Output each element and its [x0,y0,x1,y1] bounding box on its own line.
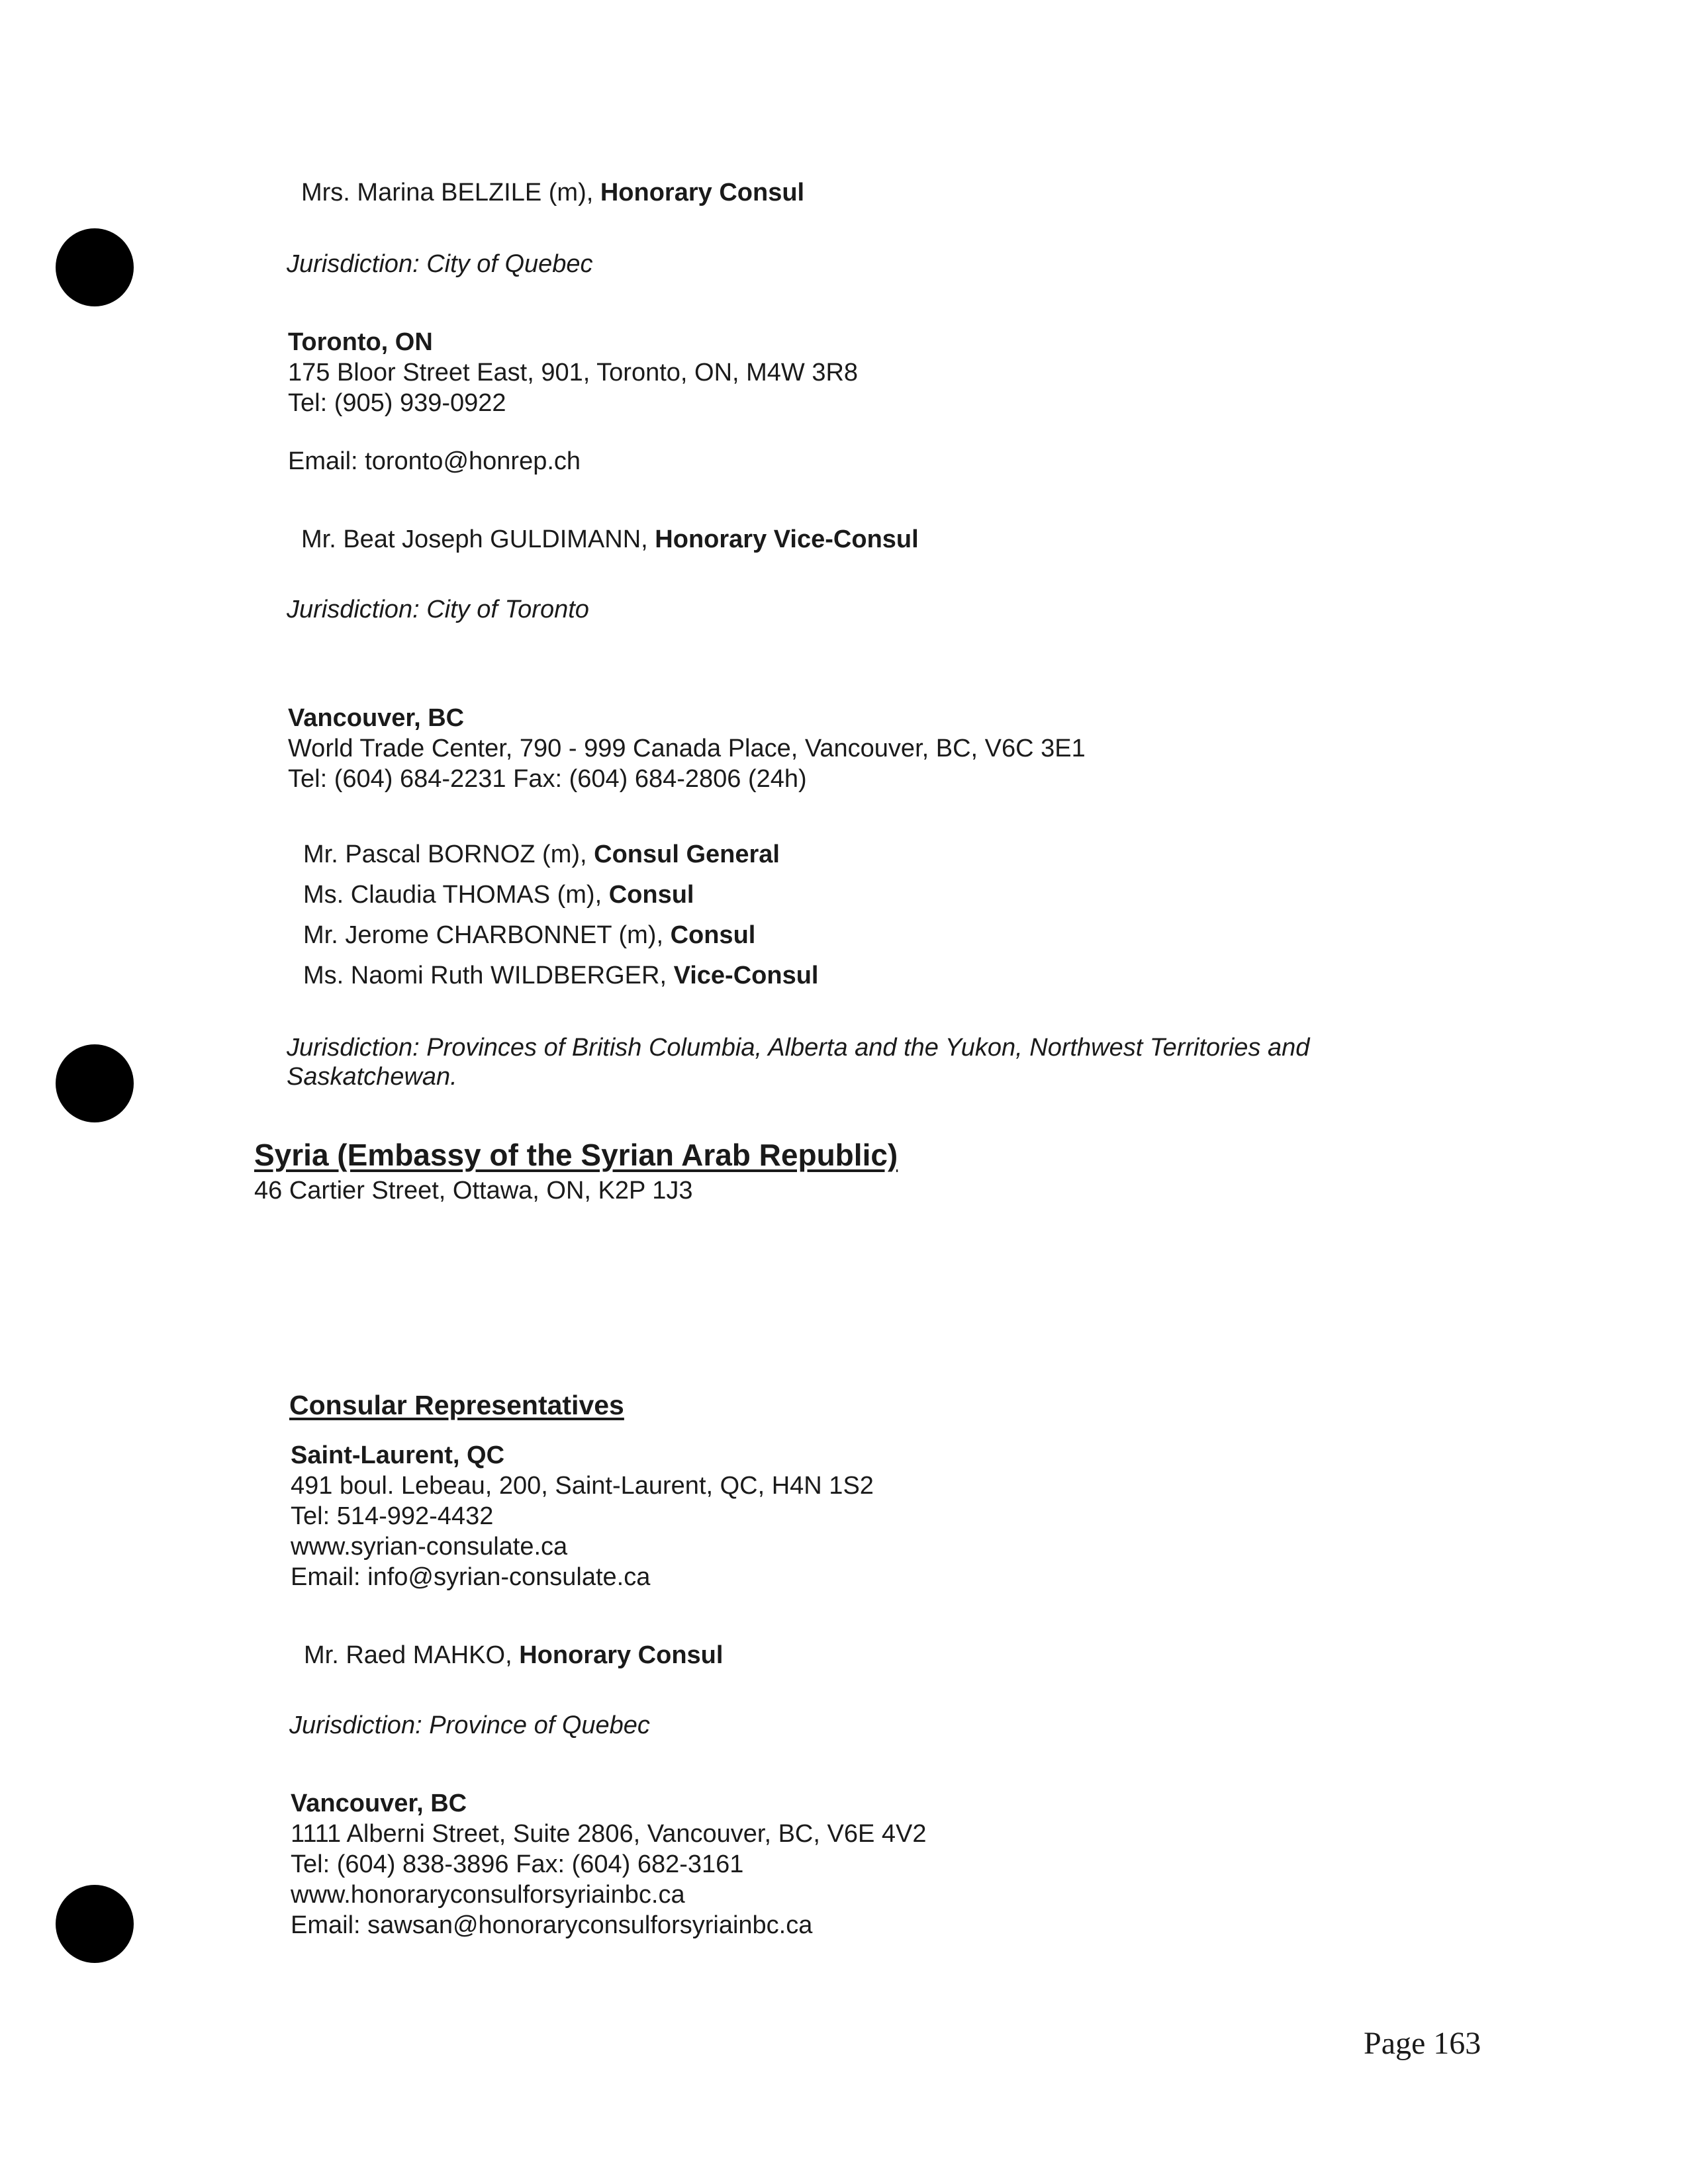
toronto-address: 175 Bloor Street East, 901, Toronto, ON, M4W 3R8 [288,359,859,387]
syria-vancouver-address: 1111 Alberni Street, Suite 2806, Vancouver, BC, V6E 4V2 [291,1820,927,1848]
rep-mahko: Mr. Raed MAHKO, Honorary Consul [304,1641,724,1669]
saint-laurent-city: Saint-Laurent, QC [291,1441,505,1469]
saint-laurent-address: 491 boul. Lebeau, 200, Saint-Laurent, QC, H4N 1S2 [291,1472,874,1500]
syria-vancouver-tel-fax: Tel: (604) 838-3896 Fax: (604) 682-3161 [291,1850,744,1878]
syria-embassy-address: 46 Cartier Street, Ottawa, ON, K2P 1J3 [254,1177,693,1205]
syria-heading: Syria (Embassy of the Syrian Arab Republic) [254,1138,898,1172]
punch-hole-bottom [56,1885,134,1963]
vancouver-city: Vancouver, BC [288,704,465,732]
toronto-city: Toronto, ON [288,328,433,356]
syria-vancouver-city: Vancouver, BC [291,1790,467,1817]
consular-representatives-heading: Consular Representatives [289,1390,624,1420]
rep-wildberger: Ms. Naomi Ruth WILDBERGER, Vice-Consul [303,962,819,989]
jurisdiction-vancouver-line1: Jurisdiction: Provinces of British Columbia, Alberta and the Yukon, Northwest Territories and [287,1034,1310,1062]
jurisdiction-province-quebec: Jurisdiction: Province of Quebec [289,1711,650,1739]
vancouver-address: World Trade Center, 790 - 999 Canada Place, Vancouver, BC, V6C 3E1 [288,735,1086,762]
rep-thomas: Ms. Claudia THOMAS (m), Consul [303,881,694,909]
jurisdiction-vancouver-line2: Saskatchewan. [287,1063,457,1091]
punch-hole-middle [56,1044,134,1122]
rep-bornoz: Mr. Pascal BORNOZ (m), Consul General [303,841,780,868]
saint-laurent-website: www.syrian-consulate.ca [291,1533,568,1561]
toronto-email: Email: toronto@honrep.ch [288,447,581,475]
rep-belzile: Mrs. Marina BELZILE (m), Honorary Consul [301,179,805,206]
rep-charbonnet: Mr. Jerome CHARBONNET (m), Consul [303,921,756,949]
syria-vancouver-email: Email: sawsan@honoraryconsulforsyriainbc.ca [291,1911,813,1939]
rep-guldimann: Mr. Beat Joseph GULDIMANN, Honorary Vice-Consul [301,525,919,553]
vancouver-tel-fax: Tel: (604) 684-2231 Fax: (604) 684-2806 (24h) [288,765,807,793]
jurisdiction-quebec-city: Jurisdiction: City of Quebec [287,250,593,278]
page-number: Page 163 [1364,2026,1481,2061]
punch-hole-top [56,228,134,306]
saint-laurent-email: Email: info@syrian-consulate.ca [291,1563,651,1591]
saint-laurent-tel: Tel: 514-992-4432 [291,1502,494,1530]
jurisdiction-toronto: Jurisdiction: City of Toronto [287,596,589,623]
syria-vancouver-website: www.honoraryconsulforsyriainbc.ca [291,1881,685,1909]
toronto-tel: Tel: (905) 939-0922 [288,389,506,417]
